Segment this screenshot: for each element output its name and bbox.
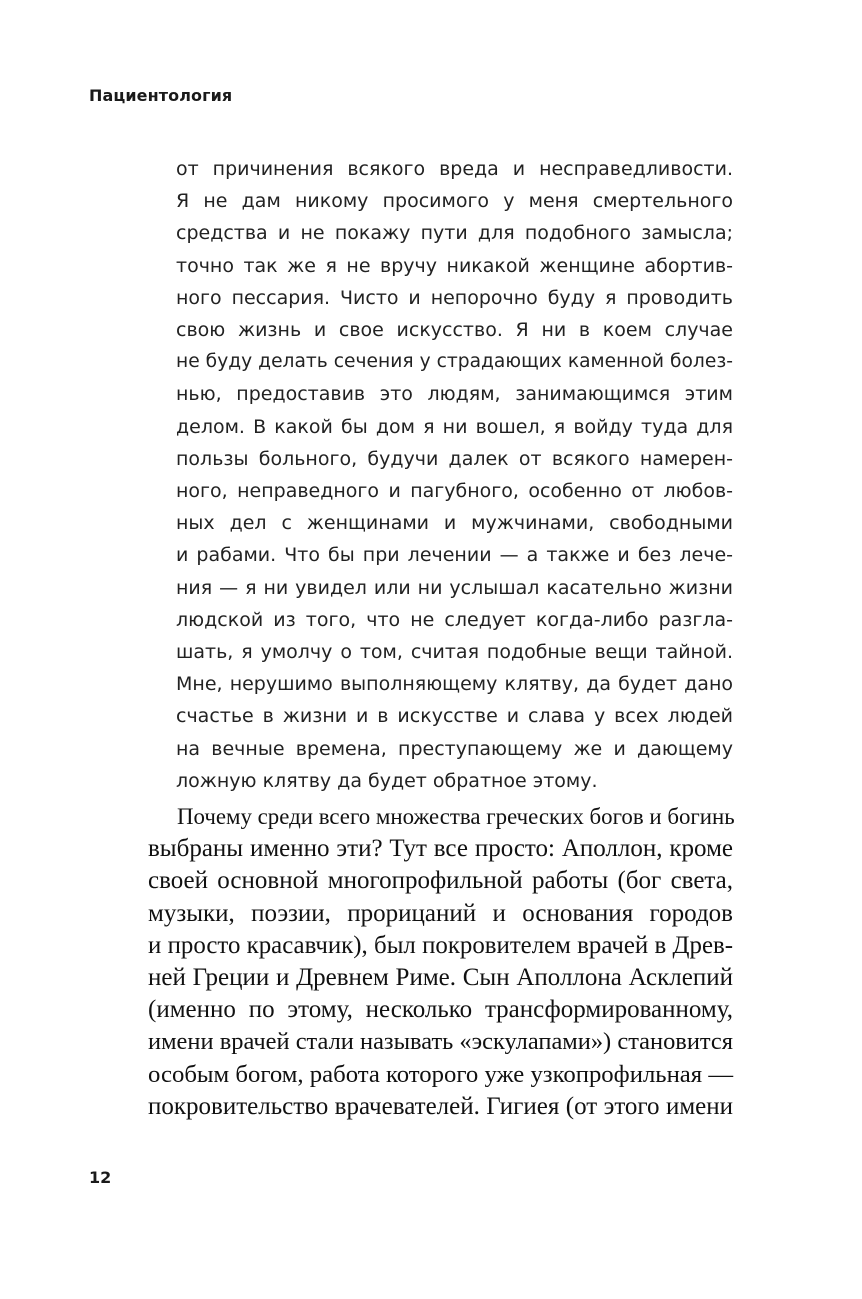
quote-line: шать, я умолчу о том, считая подобные вещи тайной.	[176, 641, 733, 664]
body-line: выбраны именно эти? Тут все просто: Аполлон, кроме	[148, 835, 733, 863]
body-line: имени врачей стали называть «эскулапами») становится	[148, 1028, 733, 1056]
page-number: 12	[89, 1168, 112, 1187]
quote-line: счастье в жизни и в искусстве и слава у всех людей	[176, 705, 733, 728]
body-line: своей основной многопрофильной работы (бог света,	[148, 867, 733, 895]
running-head: Пациентология	[89, 86, 233, 105]
quote-line: делом. В какой бы дом я ни вошел, я войду туда для	[176, 415, 733, 438]
body-line: покровительство врачевателей. Гигиея (от этого имени	[148, 1092, 733, 1120]
quote-line: ных дел с женщинами и мужчинами, свободными	[176, 512, 733, 535]
quote-line: средства и не покажу пути для подобного замысла;	[176, 222, 733, 245]
quote-line: ного, неправедного и пагубного, особенно от любов-	[176, 480, 733, 503]
quote-line: от причинения всякого вреда и несправедливости.	[176, 158, 733, 180]
quote-line: пользы больного, будучи далек от всякого намерен-	[176, 447, 733, 470]
quote-line: Мне, нерушимо выполняющему клятву, да будет дано	[176, 673, 733, 696]
body-line: и просто красавчик), был покровителем врачей в Древ-	[148, 931, 733, 959]
oath-quote	[176, 153, 733, 797]
body-line: ней Греции и Древнем Риме. Сын Аполлона Асклепий	[148, 964, 733, 992]
body-line: Почему среди всего множества греческих богов и богинь	[177, 804, 735, 829]
body-line: музыки, поэзии, прорицаний и основания городов	[148, 899, 733, 927]
body-line: (именно по этому, несколько трансформированному,	[148, 996, 733, 1024]
quote-line: свою жизнь и свое искусство. Я ни в коем случае	[176, 319, 733, 342]
quote-line: точно так же я не вручу никакой женщине абортив-	[176, 254, 733, 277]
body-line: особым богом, работа которого уже узкопрофильная —	[148, 1060, 734, 1088]
quote-line: на вечные времена, преступающему же и дающему	[176, 737, 733, 760]
quote-line: не буду делать сечения у страдающих каменной болез-	[176, 351, 733, 373]
quote-line: ния — я ни увидел или ни услышал касательно жизни	[176, 576, 733, 599]
body-paragraph	[148, 801, 733, 1123]
quote-line: и рабами. Что бы при лечении — а также и без лече-	[176, 544, 733, 567]
quote-line: нью, предоставив это людям, занимающимся этим	[176, 383, 733, 406]
quote-line: людской из того, что не следует когда-либо разгла-	[176, 608, 733, 631]
quote-line: Я не дам никому просимого у меня смертельного	[176, 190, 733, 213]
quote-line: ного пессария. Чисто и непорочно буду я проводить	[176, 286, 733, 309]
quote-line: ложную клятву да будет обратное этому.	[176, 769, 598, 792]
